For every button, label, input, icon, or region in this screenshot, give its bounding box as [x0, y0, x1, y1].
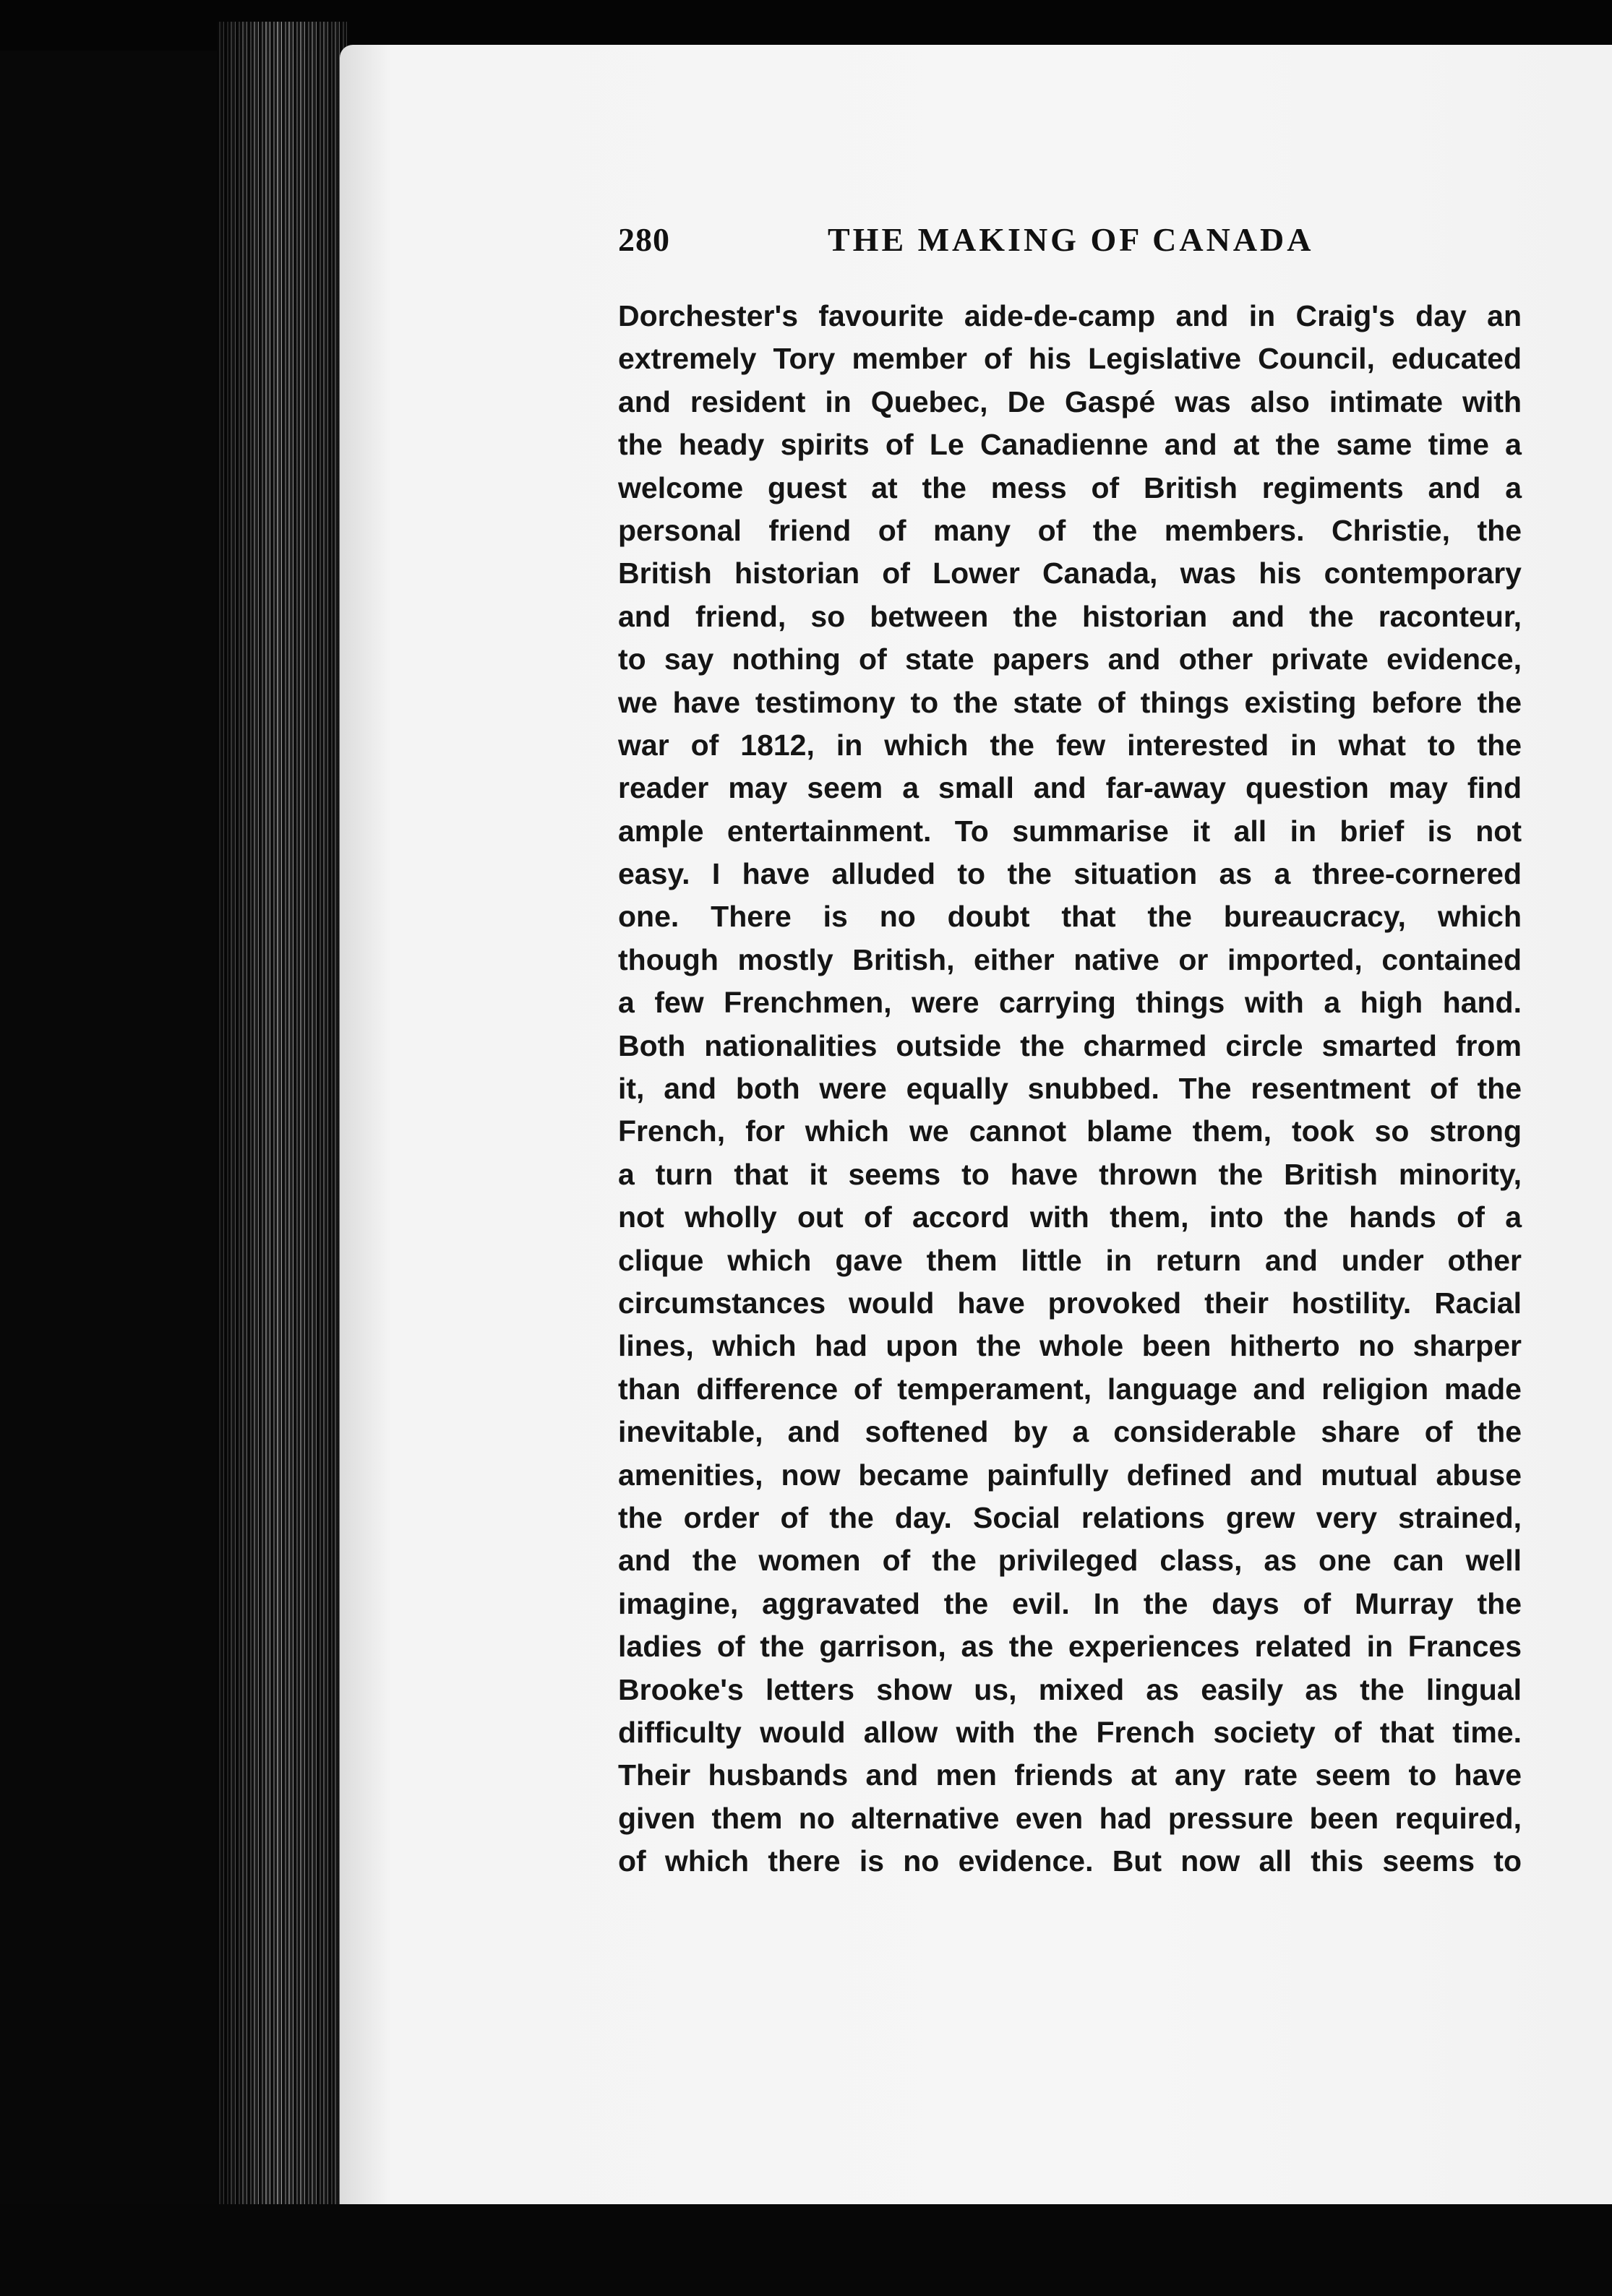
text-line: Both nationalities outside the charmed circle smarted from — [618, 1028, 1522, 1062]
page-number: 280 — [618, 221, 670, 258]
text-line: amenities, now became painfully defined and mutual abuse — [618, 1458, 1522, 1492]
text-line: and resident in Quebec, De Gaspé was also intimate with — [618, 384, 1522, 418]
text-line: given them no alternative even had pressure been required, — [618, 1801, 1522, 1835]
running-title: THE MAKING OF CANADA — [828, 221, 1314, 258]
text-line: ladies of the garrison, as the experiences related in Frances — [618, 1630, 1522, 1664]
text-line: than difference of temperament, language and religion made — [618, 1372, 1522, 1406]
text-line: ample entertainment. To summarise it all in brief is not — [618, 814, 1522, 848]
text-line: not wholly out of accord with them, into the hands of a — [618, 1200, 1522, 1234]
text-line: reader may seem a small and far-away question may find — [618, 771, 1522, 805]
text-line: and the women of the privileged class, as one can well — [618, 1544, 1522, 1578]
text-line: though mostly British, either native or imported, contained — [618, 942, 1522, 976]
text-line: lines, which had upon the whole been hitherto no sharper — [618, 1329, 1522, 1363]
text-line: Their husbands and men friends at any rate seem to have — [618, 1758, 1522, 1792]
text-line: to say nothing of state papers and other private evidence, — [618, 642, 1522, 676]
text-line: one. There is no doubt that the bureaucracy, which — [618, 900, 1522, 934]
text-line: the order of the day. Social relations grew very strained, — [618, 1500, 1522, 1534]
text-line: a turn that it seems to have thrown the British minority, — [618, 1157, 1522, 1191]
text-line: inevitable, and softened by a considerable share of the — [618, 1415, 1522, 1449]
text-line: French, for which we cannot blame them, took so strong — [618, 1114, 1522, 1148]
body-text — [618, 295, 1522, 1883]
text-line: war of 1812, in which the few interested in what to the — [618, 728, 1522, 762]
page-header — [618, 220, 1532, 271]
page-edges-shadow — [217, 22, 347, 2204]
scan-bottom-margin — [0, 2204, 1612, 2296]
text-line: a few Frenchmen, were carrying things with a high hand. — [618, 986, 1522, 1020]
text-line: personal friend of many of the members. Christie, the — [618, 513, 1522, 547]
text-line: Dorchester's favourite aide-de-camp and in Craig's day an — [618, 299, 1522, 332]
text-line: Brooke's letters show us, mixed as easily as the lingual — [618, 1672, 1522, 1706]
text-line: clique which gave them little in return and under other — [618, 1243, 1522, 1277]
text-line: of which there is no evidence. But now all this seems to — [618, 1844, 1522, 1878]
text-line: it, and both were equally snubbed. The resentment of the — [618, 1072, 1522, 1106]
text-line: circumstances would have provoked their hostility. Racial — [618, 1286, 1522, 1320]
text-line: easy. I have alluded to the situation as a three-cornered — [618, 857, 1522, 891]
text-line: welcome guest at the mess of British regiments and a — [618, 470, 1522, 504]
text-line: and friend, so between the historian and the raconteur, — [618, 599, 1522, 633]
text-line: British historian of Lower Canada, was his contemporary — [618, 556, 1522, 590]
text-line: we have testimony to the state of things existing before the — [618, 685, 1522, 719]
text-line: difficulty would allow with the French society of that time. — [618, 1715, 1522, 1749]
text-line: extremely Tory member of his Legislative Council, educated — [618, 342, 1522, 376]
text-line: the heady spirits of Le Canadienne and at the same time a — [618, 428, 1522, 462]
text-line: imagine, aggravated the evil. In the days of Murray the — [618, 1586, 1522, 1620]
